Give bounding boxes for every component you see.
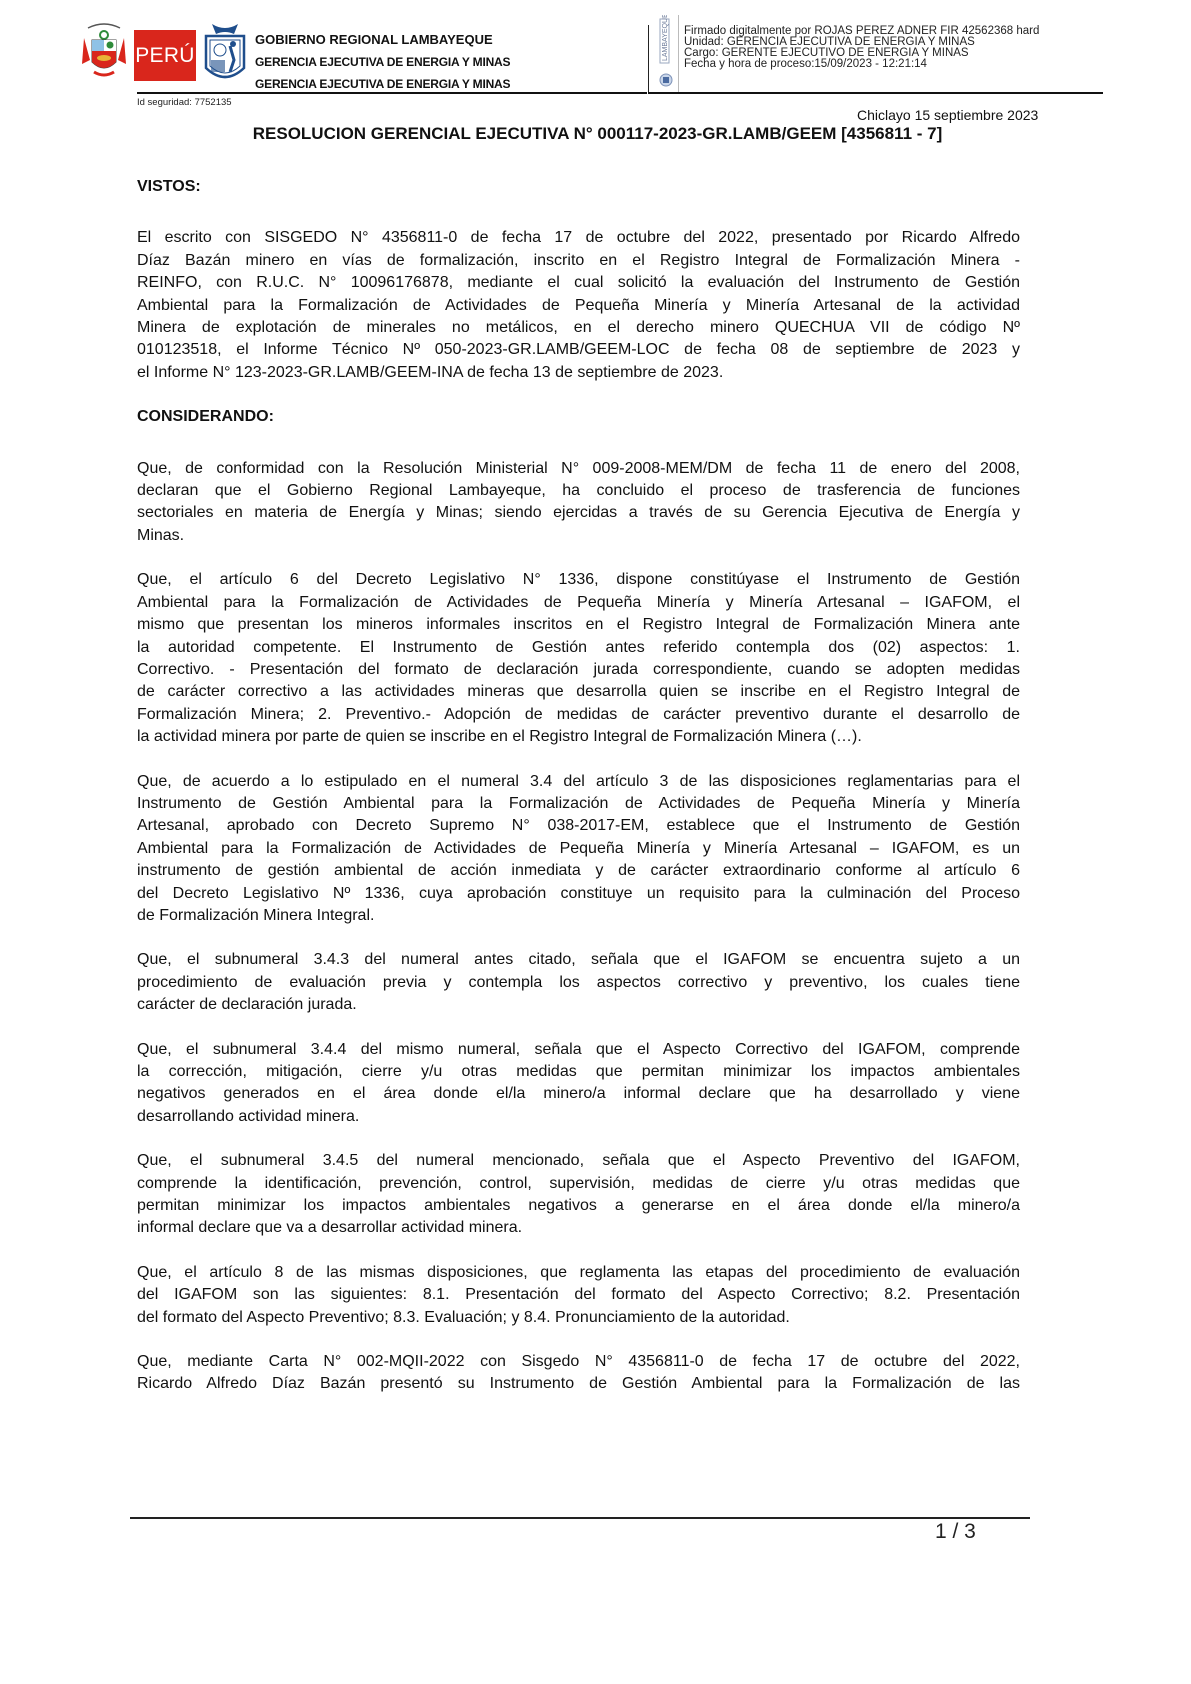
paragraph-line: Que, de conformidad con la Resolución Ministerial N° 009-2008-MEM/DM de fecha 11 de enero del 2008,	[137, 459, 1020, 477]
paragraph-line: REINFO, con R.U.C. N° 10096176878, mediante el cual solicitó la evaluación del Instrumento de Gestión	[137, 274, 1020, 292]
paragraph	[137, 1262, 1020, 1329]
paragraph-line: Que, el subnumeral 3.4.3 del numeral antes citado, señala que el IGAFOM se encuentra sujeto a un	[137, 951, 1020, 969]
paragraph-line: la corrección, mitigación, cierre y/u otras medidas que permitan minimizar los impactos ambientales	[137, 1063, 1020, 1080]
paragraph-line: Minera de explotación de minerales no metálicos, en el derecho minero QUECHUA VII de código Nº	[137, 319, 1020, 337]
paragraph	[137, 458, 1020, 548]
date-place: Chiclayo 15 septiembre 2023	[857, 107, 1039, 123]
resolution-title-text: RESOLUCION GERENCIAL EJECUTIVA N° 000117-2023-GR.LAMB/GEEM [4356811 - 7]	[252, 124, 943, 143]
paragraph-line: negativos generados en el área donde el/la minero/a informal declare que ha desarrollado y viene	[137, 1085, 1020, 1103]
coat-of-arms-icon	[80, 20, 128, 84]
paragraph-line: sectoriales en materia de Energía y Minas; siendo ejercidas a través de su Gerencia Ejecutiva de Energía y	[137, 504, 1020, 522]
paragraph-line: Ambiental para la Formalización de Actividades de Pequeña Minería y Minería Artesanal – IGAFOM, es un	[137, 839, 1020, 857]
paragraph-line: declaran que el Gobierno Regional Lambayeque, ha concluido el proceso de trasferencia de funciones	[137, 482, 1020, 500]
paragraph-line: Ricardo Alfredo Díaz Bazán presentó su Instrumento de Gestión Ambiental para la Formalización de las	[137, 1375, 1020, 1393]
paragraph-line: la actividad minera por parte de quien se inscribe en el Registro Integral de Formalización Minera (…).	[137, 728, 862, 746]
signature-position: Cargo: GERENTE EJECUTIVO DE ENERGIA Y MINAS	[684, 47, 969, 59]
signature-inner-divider	[678, 15, 679, 93]
paragraph-line: Que, el artículo 8 de las mismas disposiciones, que reglamenta las etapas del procedimiento de evaluación	[137, 1263, 1020, 1281]
paragraph	[137, 1150, 1020, 1240]
paragraph-line: Que, el artículo 6 del Decreto Legislativo N° 1336, dispone constitúyase el Instrumento de Gestión	[137, 571, 1020, 589]
paragraph-line: Ambiental para la Formalización de Actividades de Pequeña Minería y Minería Artesanal – IGAFOM, el	[137, 593, 1020, 611]
peru-coat-of-arms-logo	[80, 20, 128, 84]
paragraph-line: informal declare que va a desarrollar actividad minera.	[137, 1219, 523, 1237]
paragraph-line: Que, mediante Carta N° 002-MQII-2022 con Sisgedo N° 4356811-0 de fecha 17 de octubre del 2022,	[137, 1353, 1020, 1371]
paragraph-line: Correctivo. - Presentación del formato de declaración jurada correspondiente, cuando se adopten medidas	[137, 660, 1020, 678]
document-body	[137, 176, 1020, 1396]
paragraph-line: procedimiento de evaluación previa y contempla los aspectos correctivo y preventivo, los cuales tiene	[137, 973, 1020, 991]
digital-signature-text	[684, 26, 1039, 70]
paragraph-line: Instrumento de Gestión Ambiental para la Formalización de Actividades de Pequeña Minería y Minería	[137, 794, 1020, 812]
paragraph-line: El escrito con SISGEDO N° 4356811-0 de fecha 17 de octubre del 2022, presentado por Ricardo Alfredo	[137, 229, 1020, 247]
paragraph	[137, 1039, 1020, 1129]
paragraph-line: comprende la identificación, prevención, control, supervisión, medidas de cierre y/u otras medidas que	[137, 1174, 1020, 1192]
paragraph	[137, 771, 1020, 928]
peru-logo-text: PERÚ	[135, 43, 195, 67]
paragraph	[137, 949, 1020, 1016]
header-divider-left	[137, 92, 647, 94]
paragraph-line: desarrollando actividad minera.	[137, 1107, 360, 1125]
header-divider-right	[648, 92, 1103, 94]
paragraph-line: mismo que presentan los mineros informales inscritos en el Registro Integral de Formalización Minera ante	[137, 616, 1020, 634]
paragraph-line: Que, el subnumeral 3.4.4 del mismo numeral, señala que el Aspecto Correctivo del IGAFOM, comprende	[137, 1040, 1020, 1058]
peru-brand-logo	[134, 30, 196, 81]
crest-icon	[200, 20, 250, 88]
paragraph-line: permitan minimizar los impactos ambientales negativos a generarse en el área donde el/la minero/a	[137, 1197, 1020, 1215]
paragraph-line: el Informe N° 123-2023-GR.LAMB/GEEM-INA de fecha 13 de septiembre de 2023.	[137, 363, 724, 381]
paragraph-line: del formato del Aspecto Preventivo; 8.3. Evaluación; y 8.4. Pronunciamiento de la autoridad.	[137, 1308, 790, 1326]
resolution-title	[0, 124, 1191, 144]
paragraph-line: Formalización Minera; 2. Preventivo.- Adopción de medidas de carácter preventivo durante el desarrollo de	[137, 705, 1020, 723]
signature-divider	[648, 25, 649, 94]
paragraph	[137, 569, 1020, 748]
paragraph-line: instrumento de gestión ambiental de acción inmediata y de carácter extraordinario conforme al artículo 6	[137, 862, 1020, 880]
paragraph-line: de carácter correctivo a las actividades mineras que desarrolla quien se inscribe en el Registro Integral de	[137, 683, 1020, 701]
paragraph	[137, 1351, 1020, 1396]
signature-unit: Unidad: GERENCIA EJECUTIVA DE ENERGIA Y MINAS	[684, 36, 975, 48]
lambayeque-crest-logo	[200, 20, 250, 88]
considerando-heading: CONSIDERANDO:	[137, 408, 274, 426]
paragraph-line: del Decreto Legislativo Nº 1336, cuya aprobación constituye un requisito para la culminación del Proceso	[137, 884, 1020, 902]
paragraph-line: Artesanal, aprobado con Decreto Supremo N° 038-2017-EM, establece que el Instrumento de Gestión	[137, 817, 1020, 835]
svg-text:LAMBAYEQUE: LAMBAYEQUE	[662, 15, 669, 61]
vistos-heading: VISTOS:	[137, 178, 201, 195]
paragraph-line: Díaz Bazán minero en vías de formalización, inscrito en el Registro Integral de Formalización Minera -	[137, 251, 1020, 269]
header-subtitle-2: GERENCIA EJECUTIVA DE ENERGIA Y MINAS	[255, 77, 511, 91]
paragraph-line: del IGAFOM son las siguientes: 8.1. Presentación del formato del Aspecto Correctivo; 8.2. Presentación	[137, 1286, 1020, 1304]
signature-timestamp: Fecha y hora de proceso:15/09/2023 - 12:21:14	[684, 58, 927, 70]
footer-divider	[130, 1517, 1030, 1519]
paragraph-line: Que, el subnumeral 3.4.5 del numeral mencionado, señala que el Aspecto Preventivo del IGAFOM,	[137, 1152, 1020, 1170]
paragraph-line: Minas.	[137, 526, 185, 544]
signature-stamp	[655, 15, 675, 95]
paragraph-line: carácter de declaración jurada.	[137, 996, 357, 1014]
paragraph-line: la autoridad competente. El Instrumento de Gestión antes referido contempla dos (02) aspectos: 1.	[137, 638, 1020, 656]
paragraph-line: Que, de acuerdo a lo estipulado en el numeral 3.4 del artículo 3 de las disposiciones reglamentarias para el	[137, 772, 1020, 790]
header-title: GOBIERNO REGIONAL LAMBAYEQUE	[255, 32, 493, 47]
signature-signed-by: Firmado digitalmente por ROJAS PEREZ ADNER FIR 42562368 hard	[684, 25, 1040, 37]
paragraph	[137, 227, 1020, 384]
signature-seal-icon	[655, 15, 675, 95]
paragraph-line: Ambiental para la Formalización de Actividades de Pequeña Minería y Minería Artesanal de la actividad	[137, 296, 1020, 314]
paragraph-line: 010123518, el Informe Técnico Nº 050-2023-GR.LAMB/GEEM-LOC de fecha 08 de septiembre de 2023 y	[137, 341, 1020, 359]
page-indicator: 1 / 3	[935, 1520, 976, 1543]
security-id: Id seguridad: 7752135	[137, 97, 232, 108]
paragraph-line: de Formalización Minera Integral.	[137, 906, 375, 924]
header-subtitle-1: GERENCIA EJECUTIVA DE ENERGIA Y MINAS	[255, 55, 511, 69]
